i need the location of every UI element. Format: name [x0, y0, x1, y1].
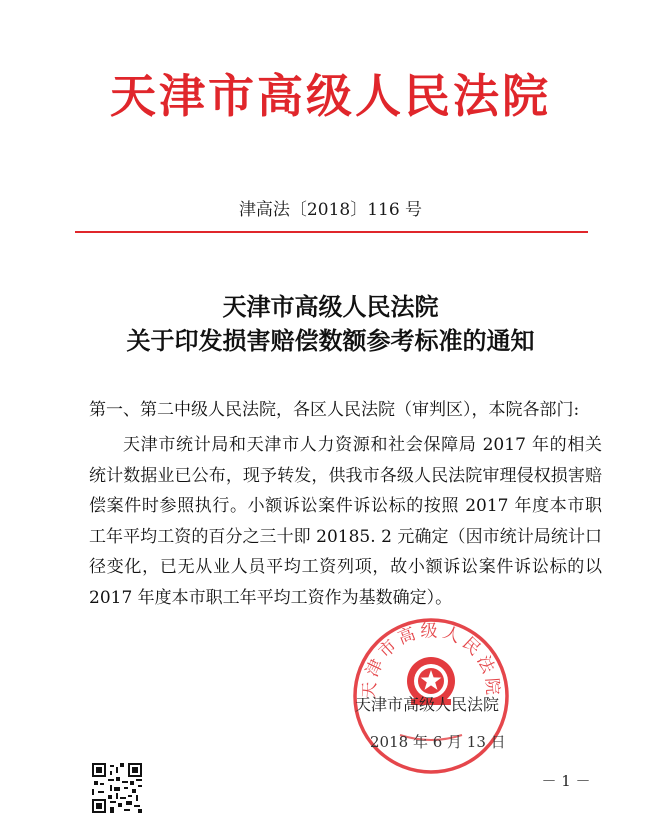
page-number: － 1 －: [541, 772, 591, 790]
red-divider: [75, 231, 588, 233]
document-title: [0, 290, 661, 358]
addressee-line: 第一、第二中级人民法院，各区人民法院（审判区），本院各部门:: [89, 400, 580, 420]
body-paragraph: 天津市统计局和天津市人力资源和社会保障局 2017 年的相关统计数据业已公布，现予转发，供我市各级人民法院审理侵权损害赔偿案件时参照执行。小额诉讼案件诉讼标的按照 2017 年度本市职工年平均工资的百分之三十即 20185. 2 元确定（因市统计局统计口径变化，已无从业人员平均工资列项，故小额诉讼案件诉讼标的以 2017 年度本市职工年平均工资作为基数确定）。: [89, 435, 602, 608]
svg-text:天津市高级人民法院: 天津市高级人民法院: [359, 621, 503, 700]
signature-date: 2018 年 6 月 13 日: [370, 733, 506, 751]
title-line-2: 关于印发损害赔偿数额参考标准的通知: [126, 326, 535, 355]
signatory-name: 天津市高级人民法院: [355, 695, 500, 714]
issuer-header: 天津市高级人民法院: [110, 69, 551, 123]
document-number: 津高法〔2018〕116 号: [238, 200, 423, 220]
title-line-1: 天津市高级人民法院: [222, 292, 439, 321]
qr-code-icon: [92, 763, 142, 813]
